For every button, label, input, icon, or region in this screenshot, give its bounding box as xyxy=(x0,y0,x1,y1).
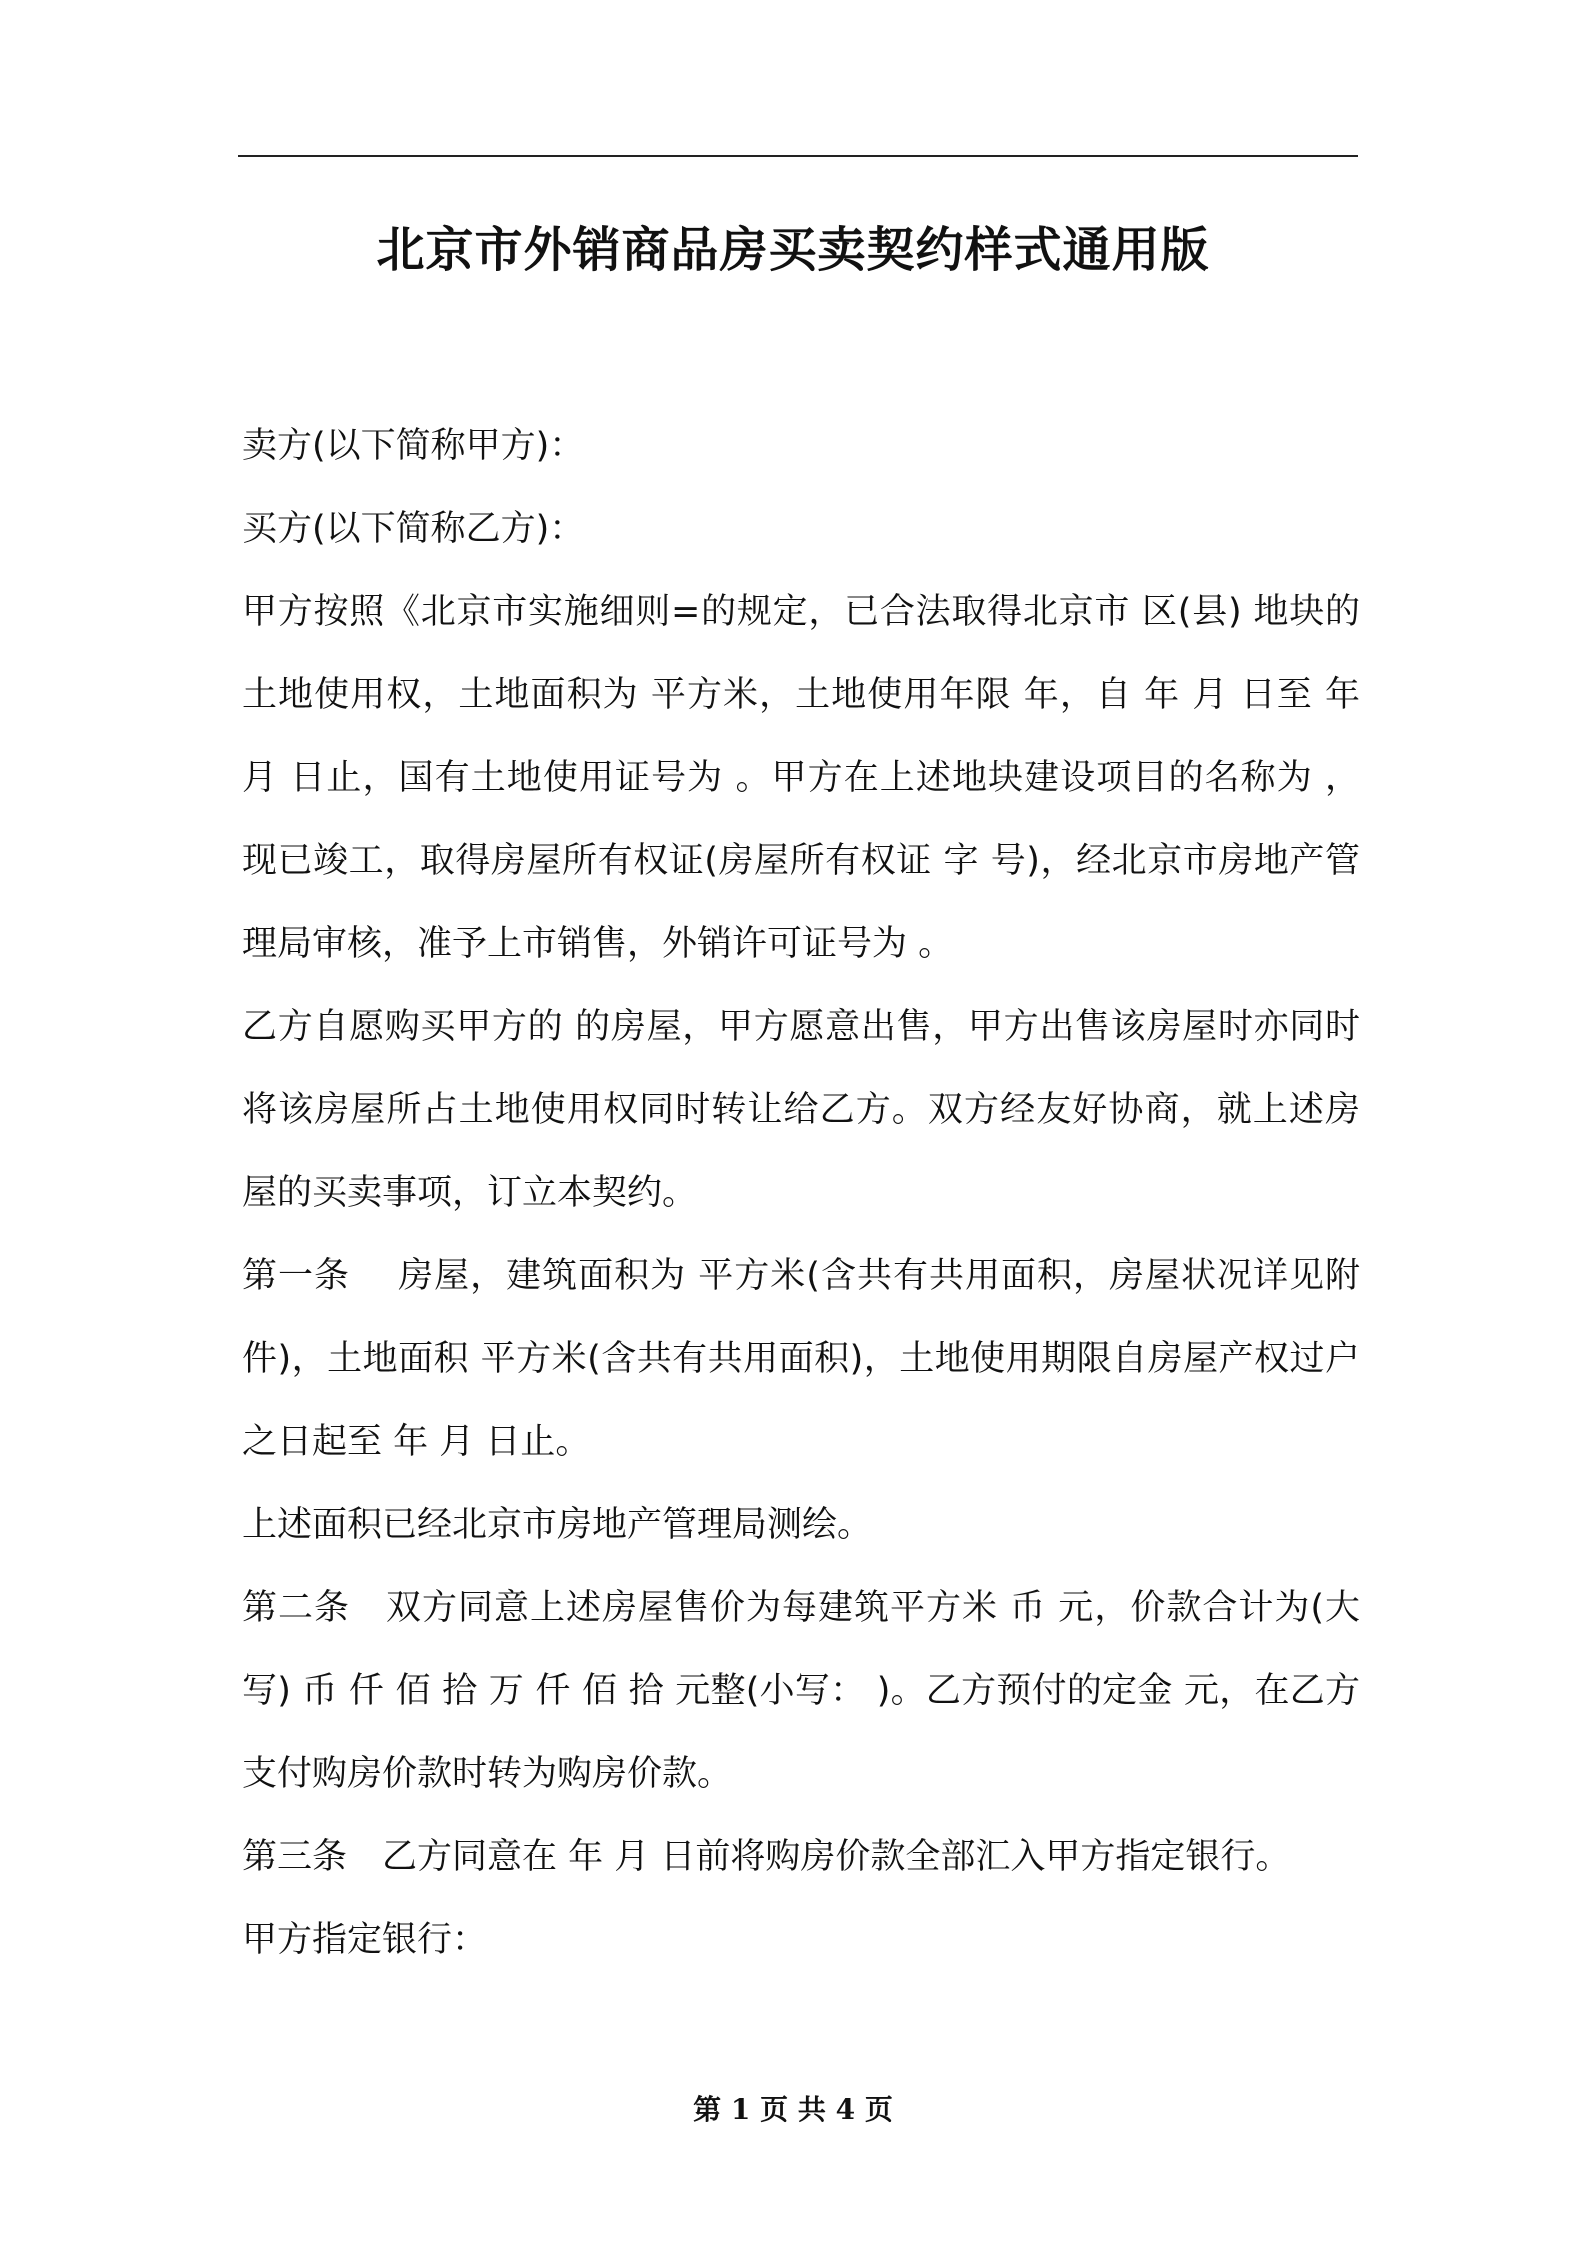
buyer-line: 买方(以下简称乙方)： xyxy=(242,509,585,549)
page-footer: 第 1 页 共 4 页 xyxy=(693,2093,893,2126)
seller-line: 卖方(以下简称甲方)： xyxy=(242,426,585,466)
designated-bank-line: 甲方指定银行： xyxy=(242,1920,488,1960)
article-2-paragraph: 第二条 双方同意上述房屋售价为每建筑平方米 币 元，价款合计为(大写) 币 仟 佰 拾 万 仟 佰 拾 元整(小写： )。乙方预付的定金 元，在乙方支付购房价款时转为购房价款。 xyxy=(242,1588,1360,1794)
survey-note-paragraph: 上述面积已经北京市房地产管理局测绘。 xyxy=(242,1505,873,1545)
land-use-paragraph: 甲方按照《北京市实施细则=的规定，已合法取得北京市 区(县) 地块的土地使用权，土地面积为 平方米，土地使用年限 年，自 年 月 日至 年 月 日止，国有土地使用证号为 。甲方在上述地块建设项目的名称为 ，现已竣工，取得房屋所有权证(房屋所有权证 字 号)，经北京市房地产管理局审核，准予上市销售，外销许可证号为 。 xyxy=(242,592,1360,964)
article-1-paragraph: 第一条 房屋，建筑面积为 平方米(含共有共用面积，房屋状况详见附件)，土地面积 平方米(含共有共用面积)，土地使用期限自房屋产权过户之日起至 年 月 日止。 xyxy=(242,1256,1360,1462)
document-body xyxy=(242,405,1360,1982)
document-title: 北京市外销商品房买卖契约样式通用版 xyxy=(376,222,1210,278)
article-3-paragraph: 第三条 乙方同意在 年 月 日前将购房价款全部汇入甲方指定银行。 xyxy=(242,1837,1291,1877)
header-rule xyxy=(238,155,1358,157)
purchase-intent-paragraph: 乙方自愿购买甲方的 的房屋，甲方愿意出售，甲方出售该房屋时亦同时将该房屋所占土地使用权同时转让给乙方。双方经友好协商，就上述房屋的买卖事项，订立本契约。 xyxy=(242,1007,1360,1213)
